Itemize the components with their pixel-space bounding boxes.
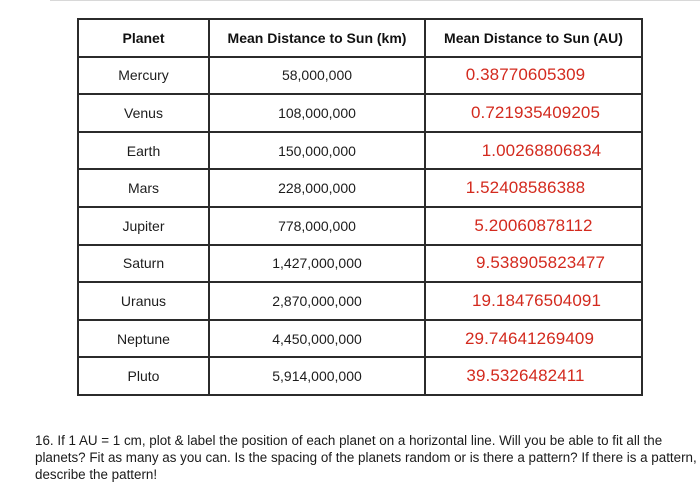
distance-au — [425, 169, 642, 207]
table-row — [78, 320, 642, 358]
distance-km: 108,000,000 — [209, 94, 425, 132]
table-row — [78, 282, 642, 320]
question-text: If 1 AU = 1 cm, plot & label the position of each planet on a horizontal line. Will you be able to fit all the planets? Fit as many as you can. Is the spacing of the planets random or is there a pattern? If there is a pattern, describe the pattern! — [35, 433, 697, 482]
distance-au-value: 5.20060878112 — [474, 215, 593, 235]
planet-distance-table — [77, 18, 643, 396]
distance-km: 4,450,000,000 — [209, 320, 425, 358]
distance-au — [425, 207, 642, 245]
table-row — [78, 57, 642, 95]
distance-au — [425, 245, 642, 283]
distance-au — [425, 57, 642, 95]
planet-name: Mars — [78, 169, 209, 207]
distance-au — [425, 282, 642, 320]
distance-km: 1,427,000,000 — [209, 245, 425, 283]
table-row — [78, 207, 642, 245]
question-16 — [35, 432, 697, 483]
planet-name: Venus — [78, 94, 209, 132]
distance-au-value: 29.74641269409 — [464, 328, 595, 348]
distance-km: 58,000,000 — [209, 57, 425, 95]
planet-name: Jupiter — [78, 207, 209, 245]
distance-au-value: 0.721935409205 — [470, 102, 601, 122]
distance-km: 150,000,000 — [209, 132, 425, 170]
table-row — [78, 169, 642, 207]
planet-name: Saturn — [78, 245, 209, 283]
planet-name: Pluto — [78, 357, 209, 395]
distance-km: 5,914,000,000 — [209, 357, 425, 395]
distance-au-value: 39.5326482411 — [466, 366, 585, 386]
question-number: 16. — [35, 433, 54, 448]
distance-au — [425, 357, 642, 395]
table-row — [78, 357, 642, 395]
planet-name: Uranus — [78, 282, 209, 320]
header-distance-au: Mean Distance to Sun (AU) — [425, 19, 642, 57]
distance-au-value: 1.52408586388 — [465, 178, 586, 198]
distance-au — [425, 94, 642, 132]
page-top-rule — [50, 0, 700, 1]
distance-au-value: 1.00268806834 — [481, 140, 602, 160]
planet-name: Neptune — [78, 320, 209, 358]
distance-km: 778,000,000 — [209, 207, 425, 245]
table-header-row — [78, 19, 642, 57]
table-row — [78, 94, 642, 132]
distance-km: 2,870,000,000 — [209, 282, 425, 320]
distance-au-value: 19.18476504091 — [471, 290, 602, 310]
distance-au — [425, 132, 642, 170]
distance-km: 228,000,000 — [209, 169, 425, 207]
planet-name: Mercury — [78, 57, 209, 95]
distance-au-value: 0.38770605309 — [465, 65, 586, 85]
table-row — [78, 245, 642, 283]
header-distance-km: Mean Distance to Sun (km) — [209, 19, 425, 57]
table-row — [78, 132, 642, 170]
distance-au-value: 9.538905823477 — [475, 253, 606, 273]
distance-au — [425, 320, 642, 358]
header-planet: Planet — [78, 19, 209, 57]
planet-name: Earth — [78, 132, 209, 170]
